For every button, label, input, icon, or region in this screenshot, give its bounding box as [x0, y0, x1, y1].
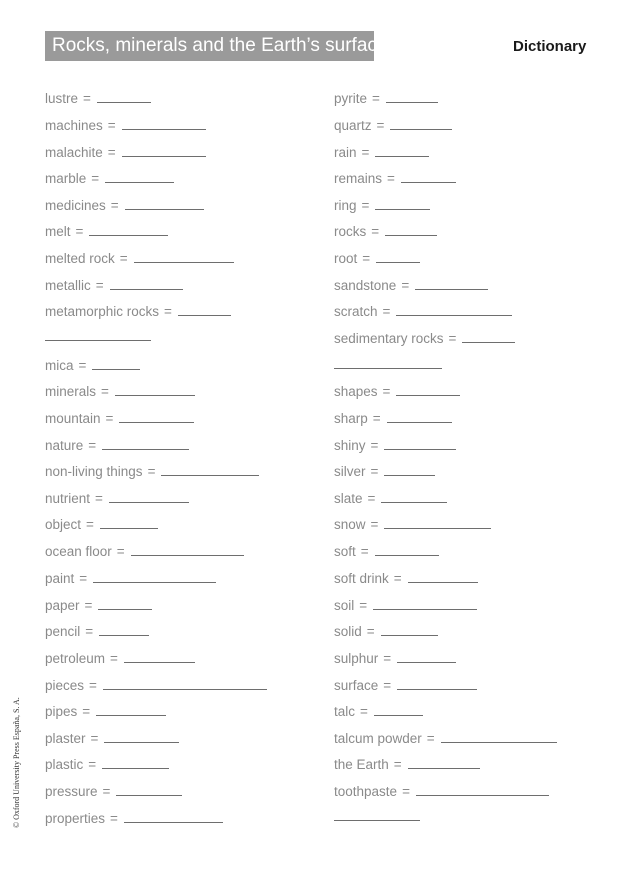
right-entry	[334, 677, 396, 695]
equals-sign: =	[367, 491, 376, 506]
term-label: soil	[334, 598, 355, 613]
term-label: pressure	[45, 784, 98, 799]
answer-blank[interactable]	[161, 475, 259, 476]
term-label: nature	[45, 438, 84, 453]
term-label: sulphur	[334, 651, 379, 666]
answer-blank[interactable]	[373, 609, 477, 610]
answer-blank[interactable]	[116, 795, 182, 796]
term-label: quartz	[334, 118, 372, 133]
answer-blank[interactable]	[374, 715, 423, 716]
equals-sign: =	[370, 438, 379, 453]
term-label: melted rock	[45, 251, 115, 266]
answer-blank-continued[interactable]	[45, 340, 151, 341]
equals-sign: =	[107, 145, 116, 160]
left-entry	[45, 543, 130, 561]
left-entry	[45, 597, 97, 615]
term-label: paper	[45, 598, 80, 613]
answer-blank[interactable]	[386, 102, 438, 103]
equals-sign: =	[95, 278, 104, 293]
answer-blank[interactable]	[92, 369, 140, 370]
equals-sign: =	[88, 757, 97, 772]
answer-blank[interactable]	[98, 609, 152, 610]
equals-sign: =	[164, 304, 172, 319]
equals-sign: =	[393, 571, 402, 586]
equals-sign: =	[362, 251, 371, 266]
right-entry	[334, 170, 400, 188]
equals-sign: =	[448, 331, 457, 346]
left-entry	[45, 677, 102, 695]
answer-blank[interactable]	[96, 715, 166, 716]
answer-blank[interactable]	[103, 689, 267, 690]
equals-sign: =	[90, 731, 99, 746]
equals-sign: =	[78, 358, 87, 373]
equals-sign: =	[361, 198, 370, 213]
answer-blank[interactable]	[381, 502, 447, 503]
answer-blank[interactable]	[124, 822, 223, 823]
term-label: slate	[334, 491, 363, 506]
right-entry	[334, 330, 461, 348]
term-label: plastic	[45, 757, 84, 772]
equals-sign: =	[393, 757, 402, 772]
term-label: surface	[334, 678, 379, 693]
term-label: sedimentary rocks	[334, 331, 444, 346]
equals-sign: =	[382, 304, 391, 319]
left-entry	[45, 90, 96, 108]
answer-blank[interactable]	[401, 182, 456, 183]
left-entry	[45, 144, 121, 162]
term-label: the Earth	[334, 757, 389, 772]
term-label: snow	[334, 517, 366, 532]
term-label: properties	[45, 811, 106, 826]
term-label: pipes	[45, 704, 78, 719]
answer-blank[interactable]	[105, 182, 174, 183]
left-entry	[45, 383, 114, 401]
term-label: sandstone	[334, 278, 397, 293]
worksheet-title: Rocks, minerals and the Earth’s surface	[45, 31, 374, 61]
answer-blank[interactable]	[396, 395, 460, 396]
term-label: remains	[334, 171, 383, 186]
right-entry	[334, 197, 374, 215]
right-entry	[334, 117, 389, 135]
right-entry	[334, 223, 384, 241]
term-label: talcum powder	[334, 731, 422, 746]
left-entry	[45, 463, 160, 481]
left-entry	[45, 650, 123, 668]
term-label: malachite	[45, 145, 103, 160]
term-label: ring	[334, 198, 357, 213]
equals-sign: =	[366, 624, 375, 639]
equals-sign: =	[372, 411, 381, 426]
term-label: lustre	[45, 91, 79, 106]
term-label: metamorphic rocks	[45, 304, 160, 319]
answer-blank[interactable]	[115, 395, 195, 396]
right-entry	[334, 597, 372, 615]
answer-blank[interactable]	[408, 768, 480, 769]
left-entry	[45, 277, 109, 295]
term-label: solid	[334, 624, 362, 639]
answer-blank[interactable]	[89, 235, 168, 236]
answer-blank[interactable]	[408, 582, 478, 583]
equals-sign: =	[89, 678, 97, 693]
answer-blank[interactable]	[397, 662, 456, 663]
equals-sign: =	[110, 198, 119, 213]
answer-blank[interactable]	[375, 555, 439, 556]
equals-sign: =	[147, 464, 156, 479]
term-label: rain	[334, 145, 357, 160]
answer-blank[interactable]	[119, 422, 194, 423]
section-label: Dictionary	[513, 38, 587, 55]
left-entry	[45, 703, 95, 721]
left-entry	[45, 250, 133, 268]
left-entry	[45, 730, 103, 748]
right-entry	[334, 570, 407, 588]
equals-sign: =	[382, 384, 391, 399]
right-entry	[334, 730, 440, 748]
equals-sign: =	[83, 91, 91, 106]
answer-blank[interactable]	[462, 342, 515, 343]
term-label: melt	[45, 224, 71, 239]
equals-sign: =	[426, 731, 435, 746]
term-label: non-living things	[45, 464, 143, 479]
term-label: root	[334, 251, 358, 266]
equals-sign: =	[110, 651, 118, 666]
right-entry	[334, 783, 415, 801]
term-label: talc	[334, 704, 356, 719]
left-entry	[45, 783, 115, 801]
equals-sign: =	[107, 118, 116, 133]
answer-blank[interactable]	[384, 475, 435, 476]
answer-blank[interactable]	[375, 209, 430, 210]
right-entry	[334, 90, 385, 108]
right-entry	[334, 490, 380, 508]
answer-blank[interactable]	[110, 289, 183, 290]
equals-sign: =	[85, 624, 94, 639]
left-entry	[45, 223, 88, 241]
term-label: object	[45, 517, 82, 532]
term-label: mountain	[45, 411, 101, 426]
equals-sign: =	[401, 278, 410, 293]
left-entry	[45, 623, 98, 641]
answer-blank[interactable]	[125, 209, 204, 210]
answer-blank[interactable]	[387, 422, 452, 423]
equals-sign: =	[105, 411, 114, 426]
answer-blank-continued[interactable]	[334, 368, 442, 369]
equals-sign: =	[116, 544, 125, 559]
left-entry	[45, 170, 104, 188]
term-label: metallic	[45, 278, 91, 293]
equals-sign: =	[75, 224, 84, 239]
term-label: soft drink	[334, 571, 389, 586]
equals-sign: =	[102, 784, 111, 799]
equals-sign: =	[79, 571, 88, 586]
right-entry	[334, 144, 374, 162]
answer-blank[interactable]	[134, 262, 234, 263]
answer-blank[interactable]	[397, 689, 477, 690]
right-entry	[334, 410, 386, 428]
answer-blank[interactable]	[122, 156, 206, 157]
left-entry	[45, 810, 123, 828]
right-entry	[334, 703, 373, 721]
left-entry	[45, 303, 177, 321]
equals-sign: =	[82, 704, 91, 719]
answer-blank[interactable]	[178, 315, 231, 316]
equals-sign: =	[119, 251, 128, 266]
term-label: toothpaste	[334, 784, 398, 799]
left-entry	[45, 756, 101, 774]
left-entry	[45, 357, 91, 375]
answer-blank[interactable]	[384, 449, 456, 450]
term-label: pyrite	[334, 91, 368, 106]
right-entry	[334, 516, 383, 534]
right-entry	[334, 277, 414, 295]
answer-blank[interactable]	[122, 129, 206, 130]
left-entry	[45, 117, 121, 135]
right-entry	[334, 250, 375, 268]
equals-sign: =	[372, 91, 380, 106]
term-label: rocks	[334, 224, 367, 239]
equals-sign: =	[88, 438, 97, 453]
equals-sign: =	[110, 811, 118, 826]
term-label: plaster	[45, 731, 86, 746]
right-entry	[334, 650, 396, 668]
term-label: mica	[45, 358, 74, 373]
equals-sign: =	[370, 517, 379, 532]
left-entry	[45, 410, 118, 428]
equals-sign: =	[360, 704, 368, 719]
answer-blank[interactable]	[416, 795, 549, 796]
answer-blank-continued[interactable]	[334, 820, 420, 821]
answer-blank[interactable]	[100, 528, 158, 529]
equals-sign: =	[86, 517, 94, 532]
answer-blank[interactable]	[124, 662, 195, 663]
equals-sign: =	[84, 598, 93, 613]
answer-blank[interactable]	[415, 289, 488, 290]
equals-sign: =	[383, 651, 392, 666]
term-label: scratch	[334, 304, 378, 319]
answer-blank[interactable]	[375, 156, 429, 157]
term-label: paint	[45, 571, 75, 586]
equals-sign: =	[359, 598, 368, 613]
right-entry	[334, 437, 383, 455]
answer-blank[interactable]	[104, 742, 179, 743]
answer-blank[interactable]	[109, 502, 189, 503]
equals-sign: =	[376, 118, 385, 133]
answer-blank[interactable]	[97, 102, 151, 103]
answer-blank[interactable]	[441, 742, 557, 743]
right-entry	[334, 383, 395, 401]
term-label: shapes	[334, 384, 378, 399]
equals-sign: =	[402, 784, 410, 799]
left-entry	[45, 516, 99, 534]
term-label: minerals	[45, 384, 97, 399]
equals-sign: =	[383, 678, 392, 693]
equals-sign: =	[361, 145, 370, 160]
left-entry	[45, 437, 101, 455]
term-label: soft	[334, 544, 356, 559]
left-entry	[45, 197, 124, 215]
term-label: medicines	[45, 198, 106, 213]
equals-sign: =	[360, 544, 369, 559]
term-label: silver	[334, 464, 366, 479]
copyright-notice: © Oxford University Press España, S. A.	[12, 697, 21, 828]
answer-blank[interactable]	[381, 635, 438, 636]
equals-sign: =	[387, 171, 395, 186]
equals-sign: =	[101, 384, 109, 399]
equals-sign: =	[91, 171, 100, 186]
answer-blank[interactable]	[102, 449, 189, 450]
answer-blank[interactable]	[376, 262, 420, 263]
term-label: marble	[45, 171, 87, 186]
term-label: ocean floor	[45, 544, 112, 559]
answer-blank[interactable]	[131, 555, 244, 556]
answer-blank[interactable]	[102, 768, 169, 769]
right-entry	[334, 463, 383, 481]
answer-blank[interactable]	[390, 129, 452, 130]
term-label: pieces	[45, 678, 85, 693]
equals-sign: =	[95, 491, 103, 506]
right-entry	[334, 623, 380, 641]
answer-blank[interactable]	[384, 528, 491, 529]
answer-blank[interactable]	[93, 582, 216, 583]
term-label: pencil	[45, 624, 81, 639]
left-entry	[45, 570, 92, 588]
term-label: nutrient	[45, 491, 91, 506]
left-entry	[45, 490, 108, 508]
right-entry	[334, 756, 407, 774]
answer-blank[interactable]	[99, 635, 149, 636]
right-entry	[334, 303, 395, 321]
term-label: shiny	[334, 438, 366, 453]
right-entry	[334, 543, 374, 561]
answer-blank[interactable]	[396, 315, 512, 316]
equals-sign: =	[370, 464, 379, 479]
term-label: sharp	[334, 411, 368, 426]
term-label: petroleum	[45, 651, 106, 666]
term-label: machines	[45, 118, 103, 133]
equals-sign: =	[371, 224, 380, 239]
answer-blank[interactable]	[385, 235, 437, 236]
